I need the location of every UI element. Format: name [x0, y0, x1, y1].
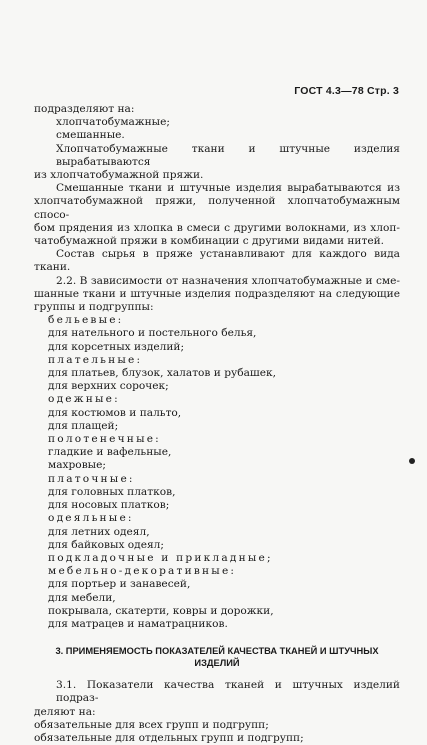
- text-line: для платьев, блузок, халатов и рубашек,: [48, 367, 277, 380]
- text-line: для портьер и занавесей,: [48, 578, 191, 591]
- text-line: для головных платков,: [48, 485, 176, 498]
- text-line: для байковых одеял;: [48, 538, 164, 551]
- text-line: покрывала, скатерти, ковры и дорожки,: [48, 604, 274, 617]
- margin-dot: [409, 458, 415, 464]
- text-line: для плащей;: [48, 419, 119, 432]
- text-line: для верхних сорочек;: [48, 380, 169, 393]
- body-text-block-2: [34, 679, 400, 745]
- text-line: бом прядения из хлопка в смеси с другими волокнами, из хлоп-: [34, 221, 400, 234]
- text-line: платочные:: [48, 472, 135, 485]
- text-line: 3.1. Показатели качества тканей и штучных изделий подраз-: [56, 679, 400, 705]
- text-line: деляют на:: [34, 705, 96, 718]
- text-line: махровые;: [48, 459, 106, 472]
- text-line: бельевые:: [48, 314, 124, 327]
- text-line: для нательного и постельного белья,: [48, 327, 257, 340]
- text-line: обязательные для всех групп и подгрупп;: [34, 718, 269, 731]
- text-line: одежные:: [48, 393, 120, 406]
- text-line: для корсетных изделий;: [48, 340, 185, 353]
- text-line: хлопчатобумажные;: [56, 116, 170, 129]
- text-line: для костюмов и пальто,: [48, 406, 182, 419]
- text-line: шанные ткани и штучные изделия подразделяют на следующие: [34, 287, 400, 300]
- text-line: для мебели,: [48, 591, 116, 604]
- text-line: для летних одеял,: [48, 525, 150, 538]
- page-header: ГОСТ 4.3—78 Стр. 3: [294, 85, 399, 97]
- text-line: Состав сырья в пряже устанавливают для каждого вида: [56, 248, 400, 261]
- section-title: 3. ПРИМЕНЯЕМОСТЬ ПОКАЗАТЕЛЕЙ КАЧЕСТВА ТКАНЕЙ И ШТУЧНЫХ ИЗДЕЛИЙ: [55, 646, 379, 669]
- text-line: Смешанные ткани и штучные изделия вырабатываются из: [56, 182, 400, 195]
- text-line: подразделяют на:: [34, 103, 135, 115]
- text-line: 2.2. В зависимости от назначения хлопчатобумажные и сме-: [56, 274, 400, 287]
- text-line: для матрацев и наматрацников.: [48, 617, 228, 630]
- text-line: для носовых платков;: [48, 499, 170, 512]
- text-line: смешанные.: [56, 129, 125, 142]
- text-line: обязательные для отдельных групп и подгрупп;: [34, 731, 304, 744]
- text-line: плательные:: [48, 353, 143, 366]
- text-line: одеяльные:: [48, 512, 134, 525]
- text-line: хлопчатобумажной пряжи, полученной хлопчатобумажным спосо-: [34, 195, 400, 221]
- text-line: гладкие и вафельные,: [48, 446, 172, 459]
- text-line: Хлопчатобумажные ткани и штучные изделия вырабатываются: [56, 142, 400, 168]
- text-line: ткани.: [34, 261, 71, 274]
- text-line: полотенечные:: [48, 433, 161, 446]
- document-body: [34, 103, 400, 745]
- text-line: подкладочные и прикладные;: [48, 551, 273, 564]
- text-line: группы и подгруппы:: [34, 301, 154, 314]
- text-line: мебельно-декоративные:: [48, 565, 237, 578]
- text-line: из хлопчатобумажной пряжи.: [34, 169, 204, 182]
- body-text-block: [34, 103, 400, 631]
- text-line: чатобумажной пряжи в комбинации с другими видами нитей.: [34, 235, 385, 248]
